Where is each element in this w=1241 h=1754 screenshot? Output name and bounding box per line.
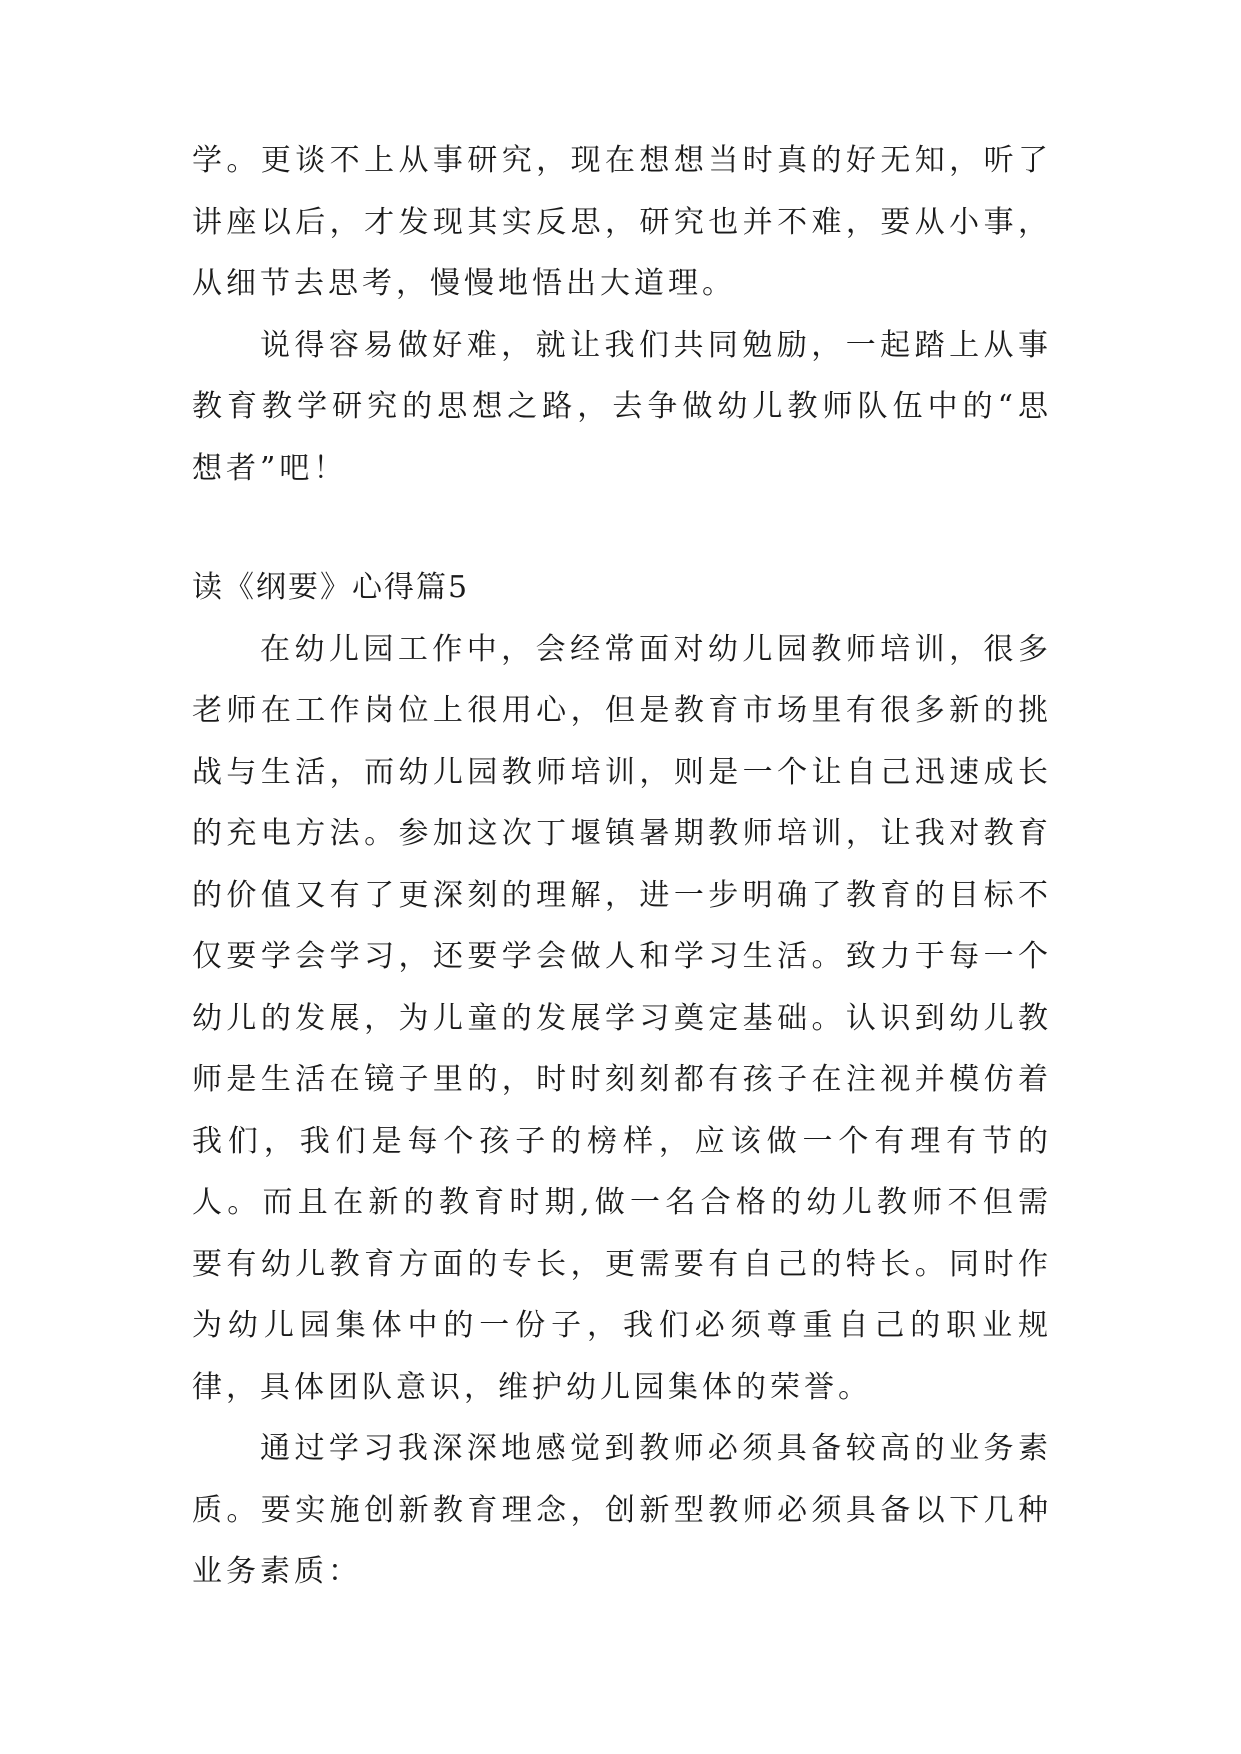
section-title: 读《纲要》心得篇5 — [192, 570, 470, 605]
paragraph-training: 在幼儿园工作中，会经常面对幼儿园教师培训，很多老师在工作岗位上很用心，但是教育市场里有很多新的挑战与生活，而幼儿园教师培训，则是一个让自己迅速成长的充电方法。参加这次丁堰镇暑期教师培训，让我对教育的价值又有了更深刻的理解，进一步明确了教育的目标不仅要学会学习，还要学会做人和学习生活。致力于每一个幼儿的发展，为儿童的发展学习奠定基础。认识到幼儿教师是生活在镜子里的，时时刻刻都有孩子在注视并模仿着我们，我们是每个孩子的榜样，应该做一个有理有节的人。而且在新的教育时期,做一名合格的幼儿教师不但需要有幼儿教育方面的专长，更需要有自己的特长。同时作为幼儿园集体中的一份子，我们必须尊重自己的职业规律，具体团队意识，维护幼儿园集体的荣誉。 — [192, 631, 1052, 1405]
paragraph-continuation: 学。更谈不上从事研究，现在想想当时真的好无知，听了讲座以后，才发现其实反思，研究也并不难，要从小事，从细节去思考，慢慢地悟出大道理。 — [192, 143, 1052, 301]
paragraph-closing: 说得容易做好难，就让我们共同勉励，一起踏上从事教育教学研究的思想之路，去争做幼儿教师队伍中的“思想者”吧！ — [192, 327, 1052, 486]
document-body — [192, 130, 1052, 1603]
paragraph-qualities: 通过学习我深深地感觉到教师必须具备较高的业务素质。要实施创新教育理念，创新型教师必须具备以下几种业务素质： — [192, 1431, 1052, 1589]
